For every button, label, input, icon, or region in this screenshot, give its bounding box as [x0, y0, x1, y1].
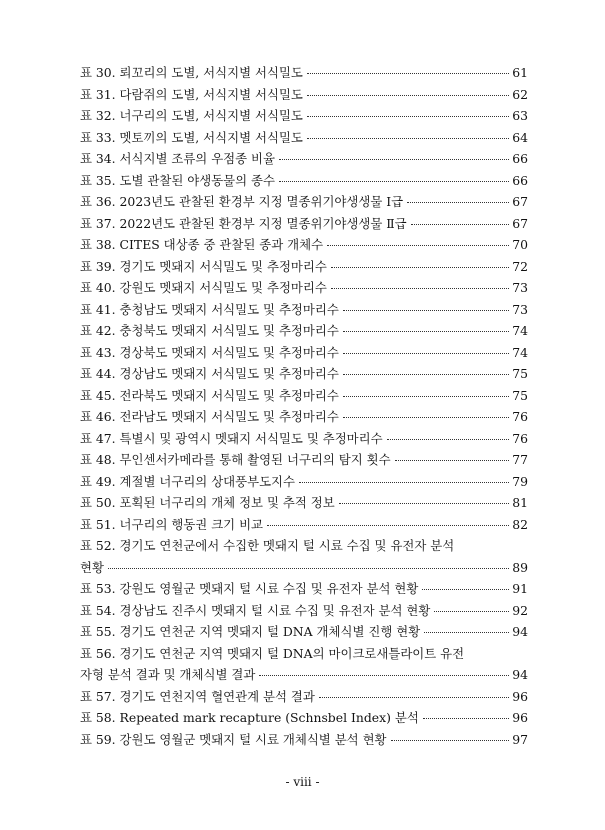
dot-leader [387, 438, 509, 440]
toc-entry-title: 표 38. CITES 대상종 중 관찰된 종과 개체수 [80, 237, 324, 252]
toc-entry-page: 94 [512, 667, 528, 682]
toc-entry[interactable] [80, 320, 528, 342]
toc-entry-page: 72 [512, 258, 528, 274]
dot-leader [331, 287, 509, 289]
toc-entry[interactable] [80, 514, 528, 536]
toc-entry[interactable] [80, 729, 528, 751]
toc-entry[interactable] [80, 84, 528, 106]
toc-entry[interactable] [80, 148, 528, 170]
toc-entry-page: 96 [512, 688, 528, 704]
toc-entry-page: 63 [512, 108, 528, 123]
toc-entry-title: 표 43. 경상북도 멧돼지 서식밀도 및 추정마리수 [80, 344, 339, 360]
toc-entry[interactable] [80, 363, 528, 385]
dot-leader [395, 459, 509, 461]
toc-entry[interactable] [80, 686, 528, 708]
toc-entry-page: 76 [512, 409, 528, 424]
toc-entry-page: 73 [512, 301, 528, 317]
toc-entry[interactable] [80, 707, 528, 729]
toc-entry-page: 75 [512, 387, 528, 403]
toc-entry-title: 표 34. 서식지별 조류의 우점종 비율 [80, 151, 275, 166]
toc-entry-page: 74 [512, 344, 528, 360]
dot-leader [327, 244, 509, 246]
toc-entry-page: 96 [512, 710, 528, 725]
toc-entry-page: 81 [512, 495, 528, 510]
toc-entry[interactable] [80, 105, 528, 127]
toc-entry-title: 표 55. 경기도 연천군 지역 멧돼지 털 DNA 개체식별 진행 현황 [80, 624, 421, 639]
toc-entry[interactable] [80, 62, 528, 84]
dot-leader [343, 352, 509, 354]
dot-leader [299, 481, 509, 483]
toc-entry-page: 66 [512, 151, 528, 166]
dot-leader [391, 739, 509, 741]
toc-entry-page: 79 [512, 473, 528, 489]
toc-entry[interactable] [80, 406, 528, 428]
dot-leader [343, 395, 509, 397]
toc-entry[interactable] [80, 342, 528, 364]
dot-leader [319, 696, 509, 698]
dot-leader [331, 266, 509, 268]
table-of-contents [80, 62, 528, 750]
dot-leader [407, 201, 509, 203]
toc-entry-title: 표 40. 강원도 멧돼지 서식밀도 및 추정마리수 [80, 280, 327, 295]
toc-entry-title: 표 56. 경기도 연천군 지역 멧돼지 털 DNA의 마이크로새틀라이트 유전 [80, 645, 465, 661]
toc-entry-title: 표 46. 전라남도 멧돼지 서식밀도 및 추정마리수 [80, 409, 339, 424]
toc-entry-page: 92 [512, 602, 528, 618]
toc-entry-page: 77 [512, 452, 528, 467]
toc-entry[interactable] [80, 621, 528, 643]
dot-leader [259, 674, 509, 676]
dot-leader [279, 180, 509, 182]
toc-entry[interactable] [80, 127, 528, 149]
toc-entry[interactable] [80, 256, 528, 278]
toc-entry[interactable] [80, 471, 528, 493]
toc-entry-title: 표 41. 충청남도 멧돼지 서식밀도 및 추정마리수 [80, 301, 339, 317]
dot-leader [267, 524, 509, 526]
dot-leader [343, 330, 509, 332]
toc-entry-page: 97 [512, 731, 528, 747]
toc-entry-page: 75 [512, 366, 528, 381]
page-number-footer: - viii - [285, 775, 320, 789]
toc-entry-title: 표 54. 경상남도 진주시 멧돼지 털 시료 수집 및 유전자 분석 현황 [80, 602, 431, 618]
dot-leader [307, 94, 509, 96]
toc-entry-title: 표 37. 2022년도 관찰된 환경부 지정 멸종위기야생생물 Ⅱ급 [80, 215, 407, 231]
toc-entry-title: 표 30. 뢰꼬리의 도별, 서식지별 서식밀도 [80, 65, 303, 80]
toc-entry-title: 표 44. 경상남도 멧돼지 서식밀도 및 추정마리수 [80, 366, 339, 381]
toc-entry-title: 표 47. 특별시 및 광역시 멧돼지 서식밀도 및 추정마리수 [80, 430, 383, 446]
toc-entry-page: 62 [512, 86, 528, 102]
toc-entry[interactable] [80, 277, 528, 299]
toc-entry-title: 표 50. 포획된 너구리의 개체 정보 및 추적 정보 [80, 495, 335, 510]
toc-entry[interactable] [80, 535, 528, 578]
toc-entry-title: 표 31. 다람쥐의 도별, 서식지별 서식밀도 [80, 86, 303, 102]
dot-leader [279, 158, 509, 160]
toc-entry-title: 표 58. Repeated mark recapture (Schnsbel Index) 분석 [80, 710, 419, 725]
toc-entry-page: 94 [512, 624, 528, 639]
toc-entry-page: 74 [512, 323, 528, 338]
toc-entry-title: 표 36. 2023년도 관찰된 환경부 지정 멸종위기야생생물 Ⅰ급 [80, 194, 404, 209]
toc-entry[interactable] [80, 578, 528, 600]
toc-entry[interactable] [80, 299, 528, 321]
toc-entry[interactable] [80, 385, 528, 407]
toc-entry-title-continued: 자형 분석 결과 및 개체식별 결과 [80, 667, 256, 682]
toc-entry-page: 61 [512, 65, 528, 80]
dot-leader [424, 631, 509, 633]
dot-leader [423, 717, 509, 719]
toc-entry-title: 표 35. 도별 관찰된 야생동물의 종수 [80, 172, 275, 188]
toc-entry-title: 표 33. 멧토끼의 도별, 서식지별 서식밀도 [80, 129, 303, 145]
toc-entry[interactable] [80, 449, 528, 471]
dot-leader [343, 416, 509, 418]
toc-entry-title: 표 32. 너구리의 도별, 서식지별 서식밀도 [80, 108, 303, 123]
toc-entry[interactable] [80, 428, 528, 450]
toc-entry-title-continued: 현황 [80, 559, 104, 575]
toc-entry-page: 64 [512, 129, 528, 145]
dot-leader [422, 588, 509, 590]
dot-leader [108, 567, 509, 569]
toc-entry[interactable] [80, 213, 528, 235]
toc-entry-page: 91 [512, 581, 528, 596]
toc-entry-page: 67 [512, 194, 528, 209]
toc-entry-page: 66 [512, 172, 528, 188]
dot-leader [307, 137, 509, 139]
toc-entry[interactable] [80, 643, 528, 686]
toc-entry-page: 76 [512, 430, 528, 446]
toc-entry[interactable] [80, 234, 528, 256]
toc-entry-page: 73 [512, 280, 528, 295]
toc-entry[interactable] [80, 191, 528, 213]
toc-entry-title: 표 57. 경기도 연천지역 혈연관계 분석 결과 [80, 688, 315, 704]
toc-entry-title: 표 49. 계절별 너구리의 상대풍부도지수 [80, 473, 295, 489]
toc-entry[interactable] [80, 492, 528, 514]
toc-entry[interactable] [80, 170, 528, 192]
dot-leader [411, 223, 509, 225]
toc-entry[interactable] [80, 600, 528, 622]
dot-leader [434, 610, 509, 612]
toc-entry-title: 표 53. 강원도 영월군 멧돼지 털 시료 수집 및 유전자 분석 현황 [80, 581, 419, 596]
toc-entry-title: 표 51. 너구리의 행동권 크기 비교 [80, 516, 264, 532]
dot-leader [339, 502, 509, 504]
toc-entry-page: 82 [512, 516, 528, 532]
toc-entry-title: 표 59. 강원도 영월군 멧돼지 털 시료 개체식별 분석 현황 [80, 731, 387, 747]
dot-leader [343, 309, 509, 311]
toc-entry-title: 표 39. 경기도 멧돼지 서식밀도 및 추정마리수 [80, 258, 327, 274]
dot-leader [307, 72, 509, 74]
toc-entry-title: 표 45. 전라북도 멧돼지 서식밀도 및 추정마리수 [80, 387, 339, 403]
dot-leader [343, 373, 509, 375]
toc-entry-page: 67 [512, 215, 528, 231]
toc-entry-title: 표 48. 무인센서카메라를 통해 촬영된 너구리의 탐지 횟수 [80, 452, 391, 467]
toc-entry-title: 표 42. 충청북도 멧돼지 서식밀도 및 추정마리수 [80, 323, 339, 338]
toc-entry-page: 70 [512, 237, 528, 252]
dot-leader [307, 115, 509, 117]
toc-entry-page: 89 [512, 559, 528, 575]
toc-entry-title: 표 52. 경기도 연천군에서 수집한 멧돼지 털 시료 수집 및 유전자 분석 [80, 538, 455, 553]
